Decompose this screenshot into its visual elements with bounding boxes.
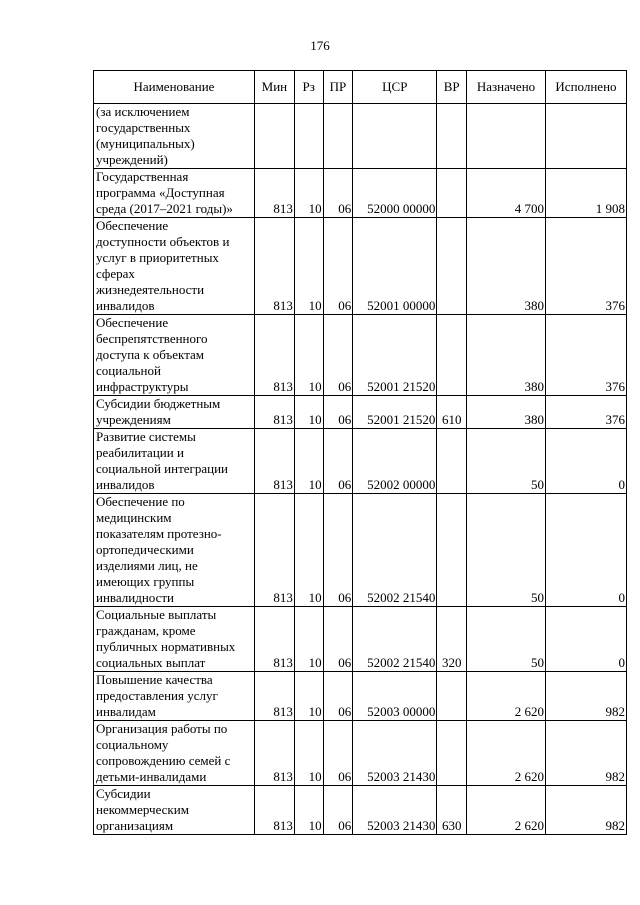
cell-assigned: 50 [467, 607, 546, 672]
cell-min: 813 [254, 607, 294, 672]
header-executed: Исполнено [545, 71, 626, 104]
cell-pr: 06 [323, 169, 353, 218]
cell-csr: 52002 21540 [353, 607, 437, 672]
table-row [94, 104, 627, 169]
cell-rz: 10 [294, 721, 323, 786]
cell-rz: 10 [294, 169, 323, 218]
cell-csr: 52003 21430 [353, 721, 437, 786]
cell-pr: 06 [323, 721, 353, 786]
cell-min: 813 [254, 396, 294, 429]
cell-executed: 376 [545, 396, 626, 429]
cell-rz: 10 [294, 429, 323, 494]
table-row [94, 672, 627, 721]
cell-vr [437, 721, 467, 786]
header-min: Мин [254, 71, 294, 104]
cell-executed [545, 104, 626, 169]
cell-vr [437, 315, 467, 396]
cell-vr [437, 104, 467, 169]
cell-vr [437, 169, 467, 218]
cell-pr: 06 [323, 494, 353, 607]
cell-min: 813 [254, 494, 294, 607]
cell-name: Субсидии бюджетным учреждениям [94, 396, 255, 429]
cell-assigned [467, 104, 546, 169]
cell-assigned: 50 [467, 429, 546, 494]
cell-csr: 52001 00000 [353, 218, 437, 315]
cell-executed: 982 [545, 672, 626, 721]
cell-assigned: 2 620 [467, 672, 546, 721]
cell-pr: 06 [323, 429, 353, 494]
cell-rz: 10 [294, 218, 323, 315]
cell-name: Государственная программа «Доступная среда (2017–2021 годы)» [94, 169, 255, 218]
cell-vr: 630 [437, 786, 467, 835]
cell-executed: 982 [545, 721, 626, 786]
cell-pr: 06 [323, 607, 353, 672]
header-name: Наименование [94, 71, 255, 104]
cell-rz: 10 [294, 315, 323, 396]
cell-csr: 52003 00000 [353, 672, 437, 721]
cell-assigned: 50 [467, 494, 546, 607]
cell-vr [437, 494, 467, 607]
cell-assigned: 380 [467, 315, 546, 396]
table-row [94, 607, 627, 672]
table-row [94, 218, 627, 315]
cell-min: 813 [254, 169, 294, 218]
cell-min: 813 [254, 429, 294, 494]
cell-csr: 52000 00000 [353, 169, 437, 218]
cell-assigned: 4 700 [467, 169, 546, 218]
cell-name: Социальные выплаты гражданам, кроме публичных нормативных социальных выплат [94, 607, 255, 672]
cell-name: Обеспечение по медицинским показателям протезно- ортопедическими изделиями лиц, не имеющих группы инвалидности [94, 494, 255, 607]
cell-assigned: 2 620 [467, 786, 546, 835]
cell-rz: 10 [294, 672, 323, 721]
table-header-row [94, 71, 627, 104]
cell-executed: 982 [545, 786, 626, 835]
cell-csr: 52002 21540 [353, 494, 437, 607]
cell-min: 813 [254, 218, 294, 315]
table-row [94, 494, 627, 607]
cell-name: Обеспечение доступности объектов и услуг в приоритетных сферах жизнедеятельности инвалидов [94, 218, 255, 315]
cell-assigned: 380 [467, 218, 546, 315]
cell-vr [437, 429, 467, 494]
cell-name: (за исключением государственных (муниципальных) учреждений) [94, 104, 255, 169]
cell-min [254, 104, 294, 169]
cell-min: 813 [254, 315, 294, 396]
cell-vr: 610 [437, 396, 467, 429]
cell-rz: 10 [294, 396, 323, 429]
header-assigned: Назначено [467, 71, 546, 104]
cell-executed: 0 [545, 494, 626, 607]
cell-csr: 52003 21430 [353, 786, 437, 835]
cell-executed: 0 [545, 429, 626, 494]
table-row [94, 396, 627, 429]
budget-table [93, 70, 627, 835]
cell-csr [353, 104, 437, 169]
cell-vr: 320 [437, 607, 467, 672]
table-row [94, 721, 627, 786]
header-pr: ПР [323, 71, 353, 104]
cell-name: Субсидии некоммерческим организациям [94, 786, 255, 835]
cell-executed: 376 [545, 315, 626, 396]
cell-csr: 52002 00000 [353, 429, 437, 494]
table-row [94, 429, 627, 494]
cell-pr: 06 [323, 672, 353, 721]
cell-pr: 06 [323, 786, 353, 835]
cell-assigned: 380 [467, 396, 546, 429]
cell-pr: 06 [323, 218, 353, 315]
table-row [94, 169, 627, 218]
cell-assigned: 2 620 [467, 721, 546, 786]
cell-name: Повышение качества предоставления услуг инвалидам [94, 672, 255, 721]
cell-rz [294, 104, 323, 169]
header-vr: ВР [437, 71, 467, 104]
header-rz: Рз [294, 71, 323, 104]
cell-name: Организация работы по социальному сопровождению семей с детьми-инвалидами [94, 721, 255, 786]
cell-rz: 10 [294, 607, 323, 672]
cell-rz: 10 [294, 494, 323, 607]
cell-pr: 06 [323, 396, 353, 429]
cell-executed: 0 [545, 607, 626, 672]
cell-csr: 52001 21520 [353, 396, 437, 429]
cell-vr [437, 672, 467, 721]
page-number: 176 [310, 38, 330, 53]
cell-pr [323, 104, 353, 169]
table-row [94, 315, 627, 396]
cell-executed: 1 908 [545, 169, 626, 218]
cell-pr: 06 [323, 315, 353, 396]
table-row [94, 786, 627, 835]
cell-name: Обеспечение беспрепятственного доступа к объектам социальной инфраструктуры [94, 315, 255, 396]
cell-vr [437, 218, 467, 315]
cell-csr: 52001 21520 [353, 315, 437, 396]
cell-rz: 10 [294, 786, 323, 835]
cell-name: Развитие системы реабилитации и социальной интеграции инвалидов [94, 429, 255, 494]
cell-executed: 376 [545, 218, 626, 315]
cell-min: 813 [254, 786, 294, 835]
header-csr: ЦСР [353, 71, 437, 104]
cell-min: 813 [254, 672, 294, 721]
cell-min: 813 [254, 721, 294, 786]
